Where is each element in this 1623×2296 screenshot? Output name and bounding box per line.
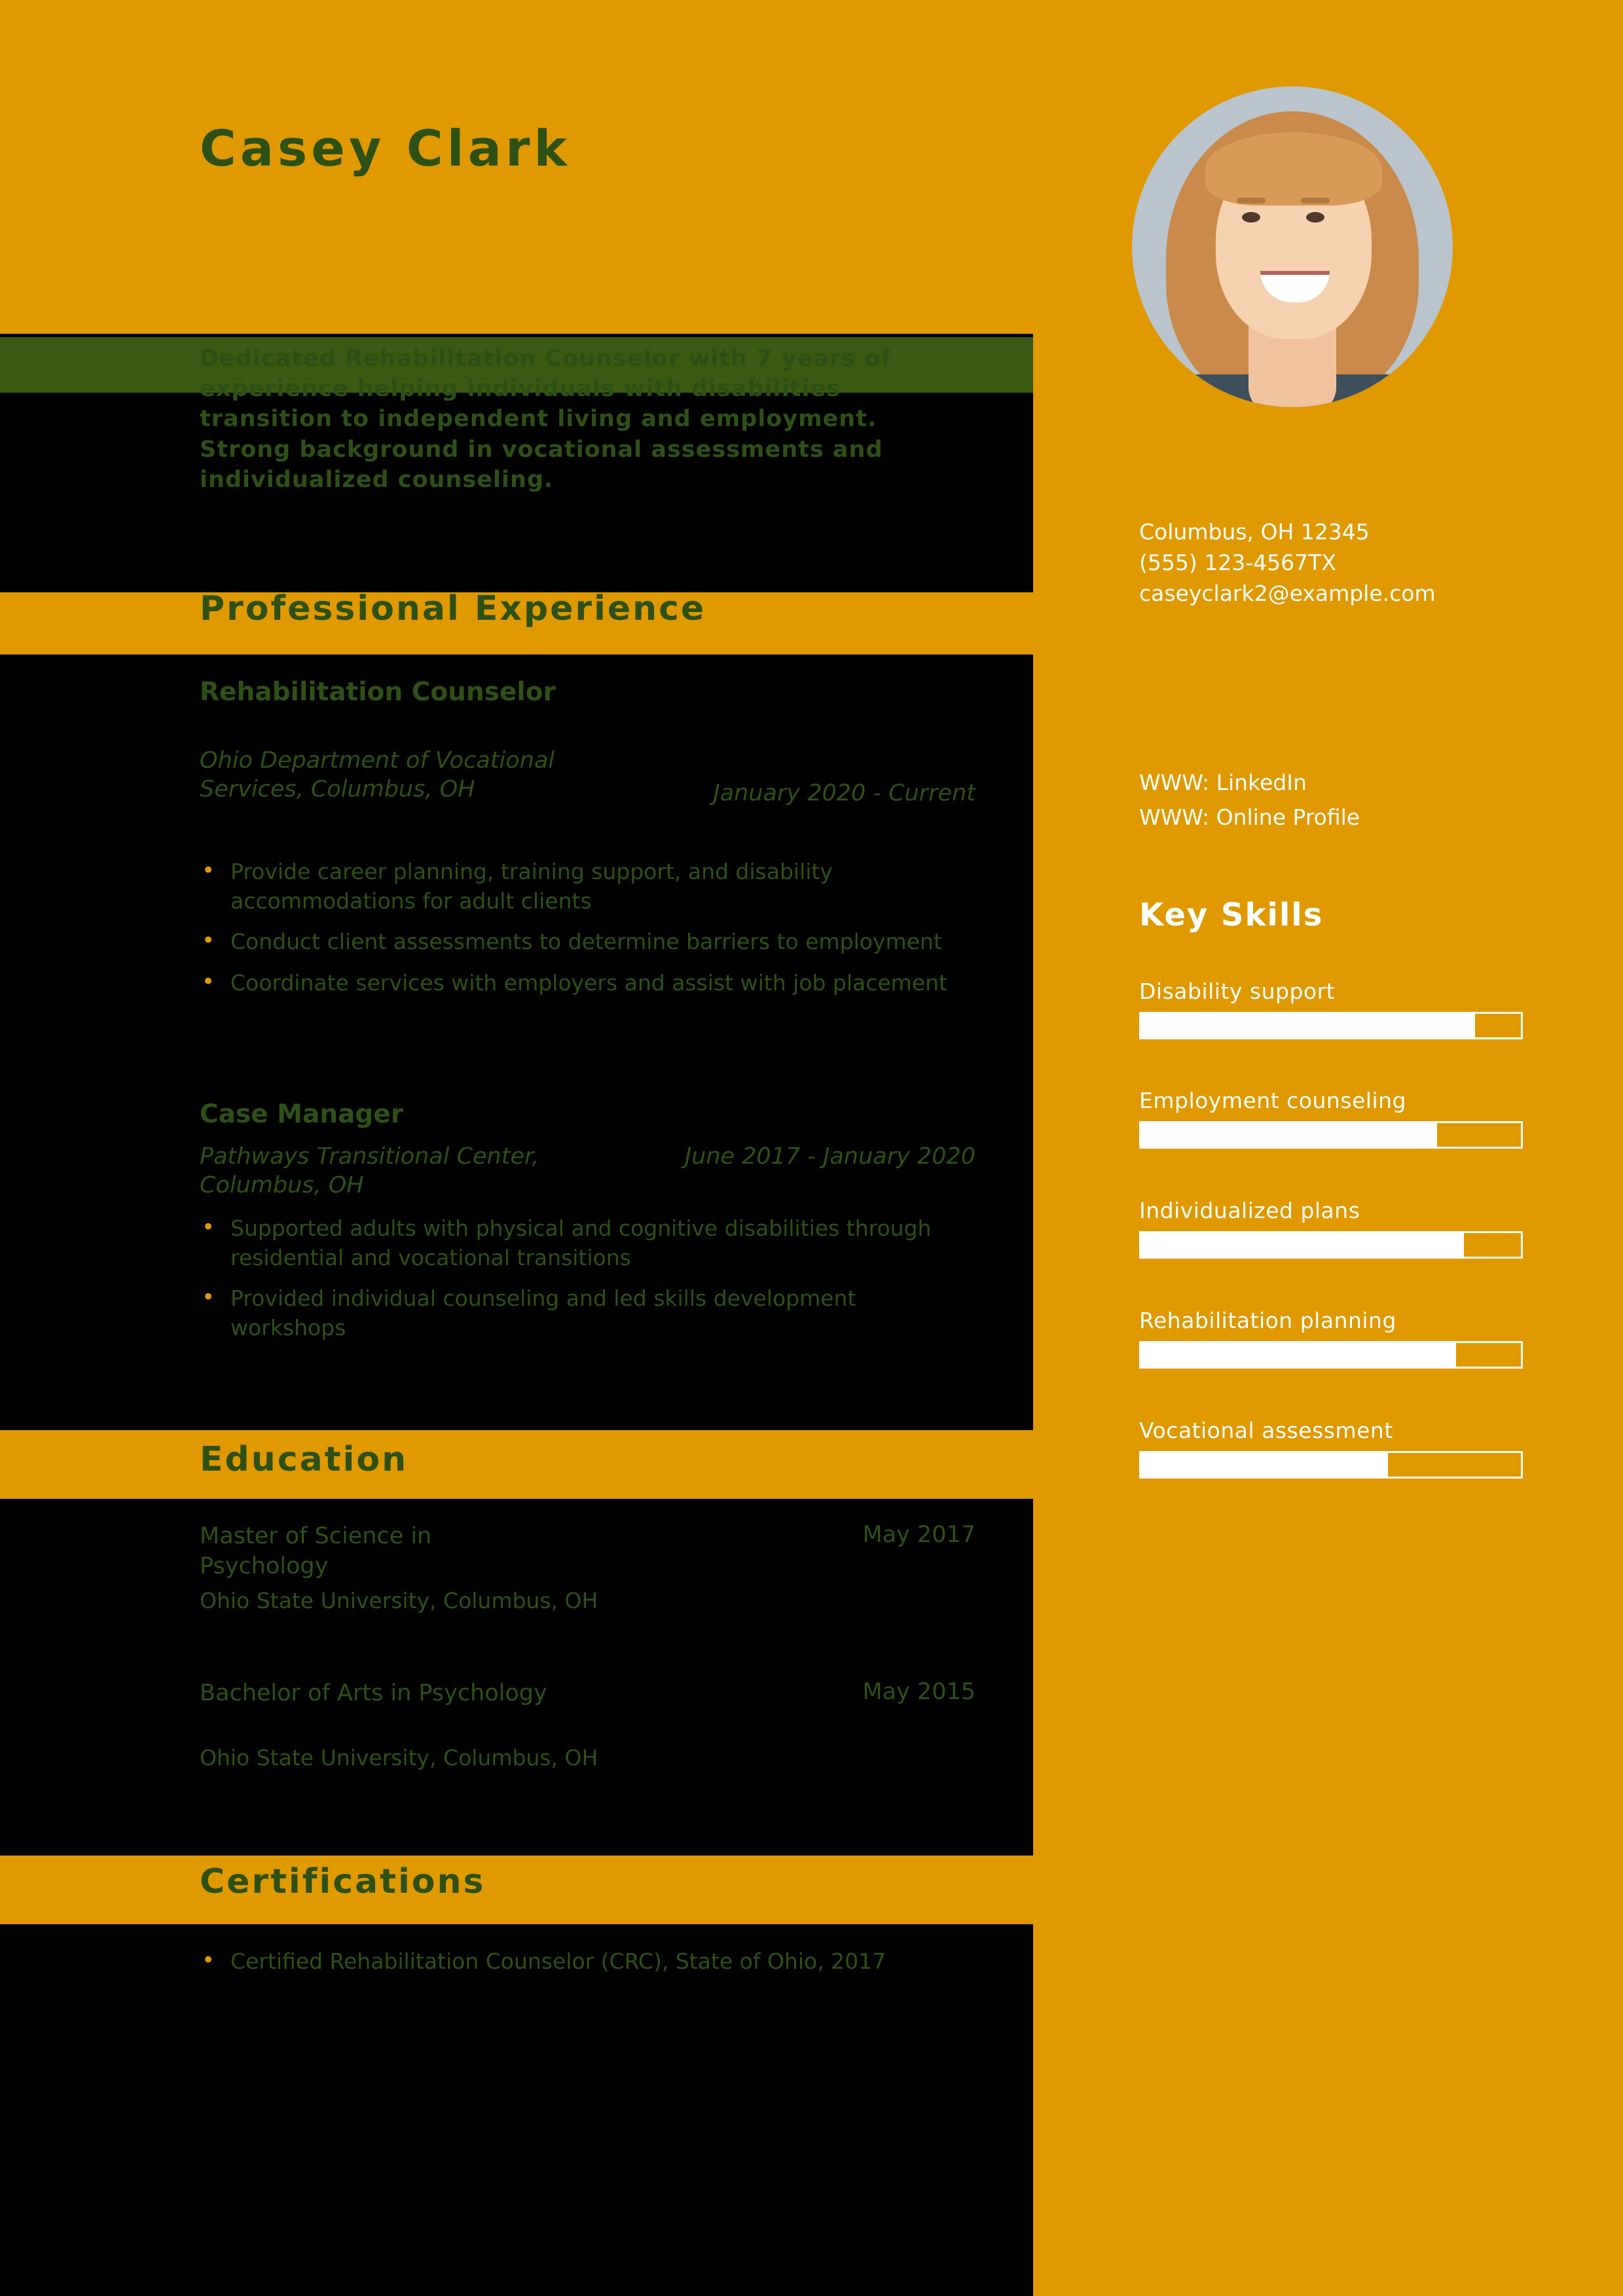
job-org: Ohio Department of Vocational Services, Columbus, OH	[200, 747, 555, 803]
links-block	[1139, 766, 1532, 835]
job-org: Pathways Transitional Center, Columbus, OH	[200, 1143, 539, 1199]
contact-block	[1139, 517, 1532, 609]
education-school: Ohio State University, Columbus, OH	[200, 1588, 598, 1613]
summary-text: Dedicated Rehabilitation Counselor with 7 years of experience helping individuals with disabilities transition to independent living and employment. Strong background in vocational assessments and individualized counseling.	[200, 346, 892, 493]
name-block	[0, 0, 1033, 176]
education-school: Ohio State University, Columbus, OH	[200, 1745, 598, 1770]
skill-bar	[1139, 1121, 1523, 1149]
section-title-education: Education	[200, 1440, 409, 1479]
skill-fill	[1141, 1233, 1464, 1257]
contact-phone: (555) 123-4567TX	[1139, 549, 1336, 575]
skill-item	[1139, 978, 1523, 1039]
skill-item	[1139, 1418, 1523, 1479]
job-bullets	[190, 857, 962, 1009]
page-title: Casey Clark	[200, 119, 571, 177]
section-title-experience: Professional Experience	[200, 589, 706, 628]
skill-bar	[1139, 1012, 1523, 1039]
list-item: • Provided individual counseling and led skills development workshops	[190, 1284, 962, 1342]
avatar-fringe	[1205, 132, 1382, 206]
skill-fill	[1141, 1453, 1388, 1477]
skill-fill	[1141, 1343, 1456, 1367]
link-online-profile[interactable]: WWW: Online Profile	[1139, 804, 1360, 830]
education-degree: Bachelor of Arts in Psychology	[200, 1680, 547, 1706]
list-item: • Provide career planning, training support, and disability accommodations for adult clients	[190, 857, 962, 916]
section-title-certifications: Certifications	[200, 1862, 486, 1901]
skill-label: Rehabilitation planning	[1139, 1308, 1396, 1333]
list-item: • Certified Rehabilitation Counselor (CRC), State of Ohio, 2017	[190, 1947, 962, 1977]
avatar-eye-left	[1242, 212, 1260, 223]
education-date: May 2015	[862, 1679, 976, 1705]
job-title: Case Manager	[200, 1100, 403, 1129]
skill-bar	[1139, 1451, 1523, 1479]
job-bullets	[190, 1214, 962, 1354]
contact-address: Columbus, OH 12345	[1139, 519, 1370, 545]
skill-label: Individualized plans	[1139, 1198, 1360, 1223]
avatar-brow-left	[1237, 198, 1266, 204]
skill-item	[1139, 1088, 1523, 1149]
link-linkedin[interactable]: WWW: LinkedIn	[1139, 770, 1307, 795]
skill-label: Disability support	[1139, 978, 1336, 1004]
contact-email: caseyclark2@example.com	[1139, 580, 1436, 606]
section-title-skills: Key Skills	[1139, 897, 1324, 933]
avatar	[1132, 86, 1453, 407]
education-date: May 2017	[862, 1522, 976, 1548]
avatar-eye-right	[1306, 212, 1324, 223]
skill-label: Employment counseling	[1139, 1088, 1406, 1113]
avatar-brow-right	[1301, 198, 1330, 204]
list-item: • Conduct client assessments to determine barriers to employment	[190, 927, 962, 957]
skill-fill	[1141, 1014, 1475, 1037]
skill-bar	[1139, 1341, 1523, 1369]
skill-label: Vocational assessment	[1139, 1418, 1393, 1443]
list-item: • Coordinate services with employers and assist with job placement	[190, 969, 962, 998]
job-title: Rehabilitation Counselor	[200, 677, 556, 707]
education-degree: Master of Science in Psychology	[200, 1523, 432, 1579]
skill-bar	[1139, 1231, 1523, 1259]
job-date: June 2017 - January 2020	[684, 1143, 976, 1170]
skill-item	[1139, 1308, 1523, 1369]
skill-item	[1139, 1198, 1523, 1259]
skill-fill	[1141, 1123, 1437, 1147]
list-item: • Supported adults with physical and cognitive disabilities through residential and vocational transitions	[190, 1214, 962, 1272]
certification-bullets	[190, 1947, 962, 1988]
job-date: January 2020 - Current	[713, 780, 976, 806]
